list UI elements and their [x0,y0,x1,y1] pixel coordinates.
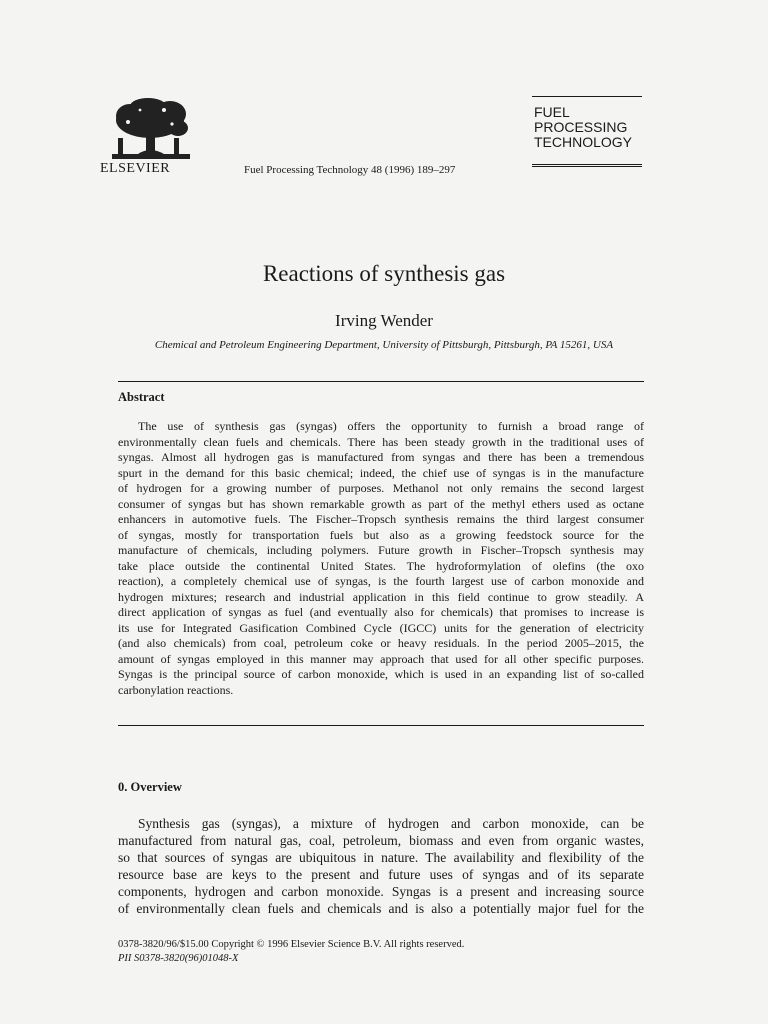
journal-citation: Fuel Processing Technology 48 (1996) 189–297 [244,164,456,176]
publisher-name: ELSEVIER [100,161,171,176]
abstract-body [118,419,644,698]
overview-line: Synthesis gas (syngas), a mixture of hydrogen and carbon monoxide, can be [138,816,644,831]
copyright-notice: 0378-3820/96/$15.00 Copyright © 1996 Elsevier Science B.V. All rights reserved. [118,939,465,950]
abstract-line: direct application of syngas as fuel (and eventually also for chemicals) that promises to increase is [118,605,644,619]
abstract-line: enhancers in automotive fuels. The Fischer–Tropsch synthesis remains the third largest consumer [118,512,644,526]
elsevier-tree-logo [108,98,194,160]
abstract-line: its use for Integrated Gasification Combined Cycle (IGCC) units for the generation of electricity [118,620,644,635]
abstract-line: consumer of syngas but has shown remarkable growth as part of the methyl ethers used as octane [118,496,644,511]
pii-identifier: PII S0378-3820(96)01048-X [118,953,239,964]
abstract-line: spurt in the demand for this basic chemical; indeed, the chief use of syngas is in the manufacture [118,465,644,480]
abstract-line: of hydrogen for a growing number of purposes. Methanol not only remains the second largest [118,481,644,495]
abstract-top-rule [118,381,644,382]
overview-body [118,815,644,917]
page-footer [118,938,464,966]
abstract-line: hydrogen mixtures; research and industrial application in this field continue to grow steadily. A [118,589,644,604]
overview-line: resource base are keys to the present and future uses of syngas and of its separate [118,867,644,882]
abstract-heading: Abstract [118,390,165,404]
overview-line: manufactured from natural gas, coal, petroleum, biomass and even from organic wastes, [118,833,644,848]
overview-line: components, hydrogen and carbon monoxide. Syngas is a present and increasing source [118,884,644,899]
journal-name-line-1: FUEL [534,104,570,120]
journal-masthead [532,96,642,167]
abstract-line: The use of synthesis gas (syngas) offers the opportunity to furnish a broad range of [138,419,644,433]
abstract-bottom-rule [118,725,644,726]
article-author: Irving Wender [335,311,433,330]
overview-line: so that sources of syngas are ubiquitous in nature. The availability and flexibility of the [118,850,644,865]
article-title: Reactions of synthesis gas [262,261,506,286]
journal-name [532,97,642,158]
overview-line: of environmentally clean fuels and chemicals and is also a potentially major fuel for the [118,901,644,916]
abstract-line: (and also chemicals) from coal, petroleum coke or heavy residuals. In the period 2005–2015, the [118,636,644,650]
section-heading-overview: 0. Overview [118,780,182,794]
abstract-line: reaction), a completely chemical use of syngas, is the fourth largest use of carbon monoxide and [118,574,644,588]
abstract-line: of syngas, mostly for transportation fuels but also as a growing feedstock source for the [118,527,644,542]
author-affiliation: Chemical and Petroleum Engineering Department, University of Pittsburgh, Pittsburgh, PA 15261, USA [154,339,614,351]
journal-name-line-2: PROCESSING [534,119,628,135]
abstract-line: Syngas is the principal source of carbon monoxide, which is used in an expanding list of so-called [118,667,644,681]
masthead-bottom-rule [532,164,642,167]
abstract-line: syngas. Almost all hydrogen gas is manufactured from syngas and there has been a tremendous [118,450,644,464]
abstract-line: manufacture of chemicals, including polymers. Future growth in Fischer–Tropsch synthesis may [118,543,644,557]
abstract-line: take place outside the continental United States. The hydroformylation of olefins (the oxo [118,558,644,573]
abstract-line: environmentally clean fuels and chemicals. There has been steady growth in the traditional uses of [118,434,644,449]
journal-name-line-3: TECHNOLOGY [534,134,633,150]
abstract-line: amount of syngas employed in this manner may approach that used for all other specific purposes. [118,651,644,666]
abstract-line: carbonylation reactions. [118,682,234,697]
